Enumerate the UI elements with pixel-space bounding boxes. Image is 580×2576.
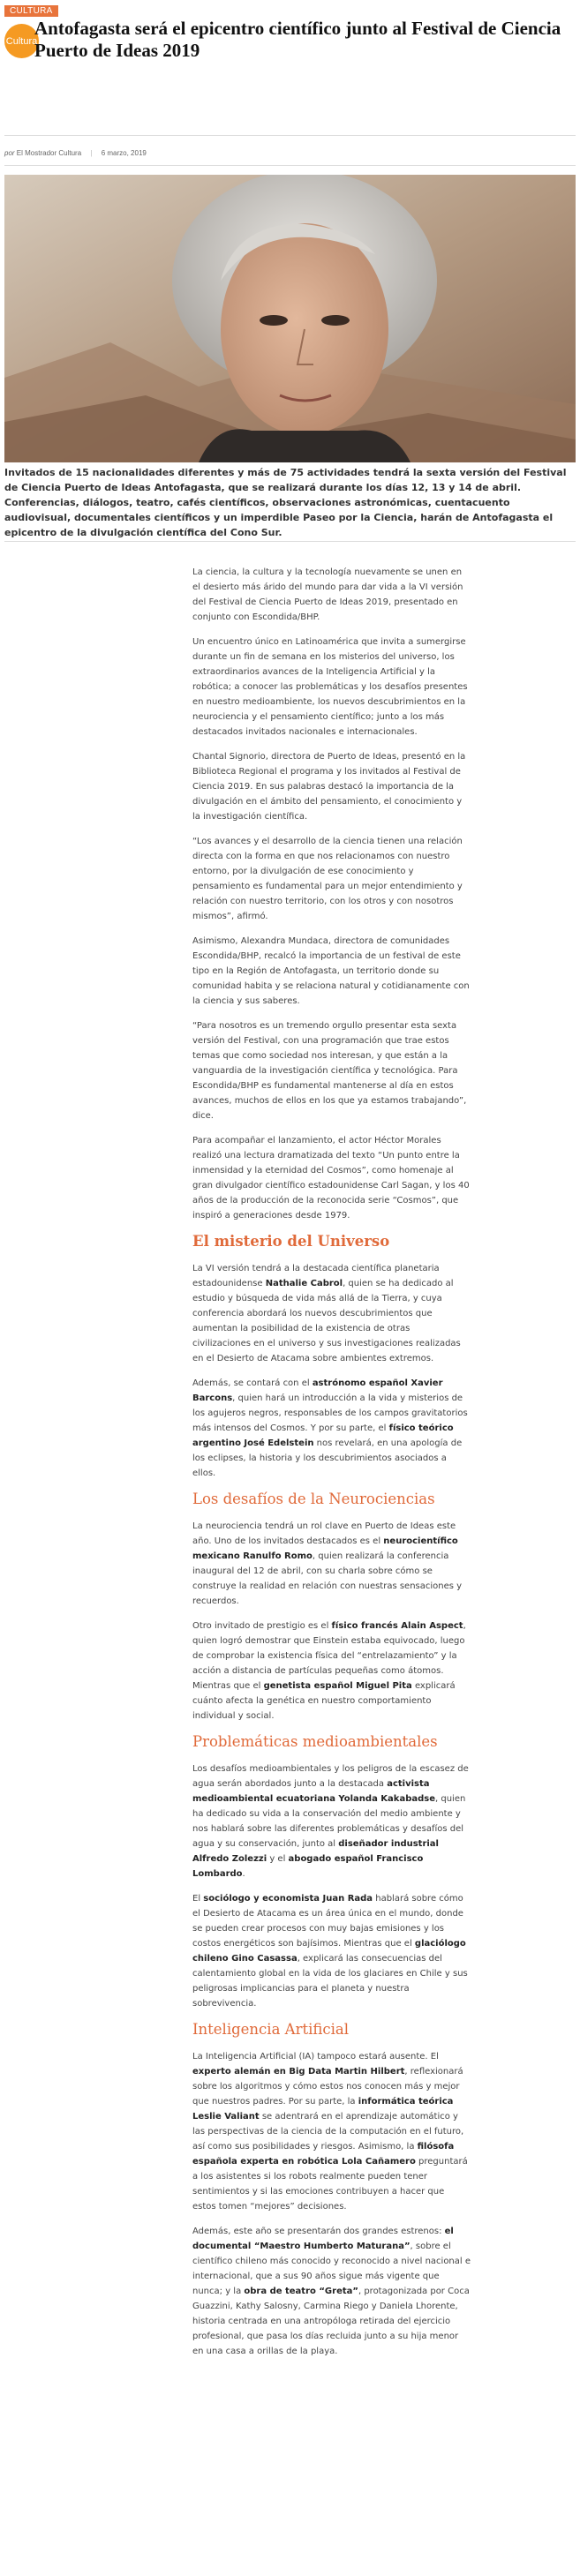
divider <box>4 165 576 166</box>
paragraph <box>192 2049 471 2214</box>
paragraph: La ciencia, la cultura y la tecnología nuevamente se unen en el desierto más árido del mundo para dar vida a la VI versión del Festival de Ciencia Puerto de Ideas 2019, presentado en conjunto con Escondida/BHP. <box>192 567 463 622</box>
paragraph <box>192 1519 471 1609</box>
bold-name: filósofa española experta en robótica Lola Cañamero <box>192 2142 455 2167</box>
text-span: y el <box>267 1854 289 1864</box>
bold-name: abogado español Francisco Lombardo <box>192 1854 424 1879</box>
bold-name: Nathalie Cabrol <box>265 1279 343 1288</box>
text-span: La Inteligencia Artificial (IA) tampoco estará ausente. El <box>192 2052 439 2062</box>
paragraph <box>192 1891 471 2011</box>
paragraph <box>192 1618 471 1724</box>
text-span: , sobre el científico chileno más conocido y reconocido a nivel nacional e internacional, que a sus 90 años sigue más vigente que nunca; y la <box>192 2242 471 2296</box>
category-badge[interactable]: Cultura <box>4 24 39 58</box>
text-span: La neurociencia tendrá un rol clave en Puerto de Ideas este año. Uno de los invitados destacados es el <box>192 1521 456 1546</box>
bold-name: glaciólogo chileno Gino Casassa <box>192 1939 466 1964</box>
text-span: , explicará las consecuencias del calentamiento global en la vida de los glaciares en Chile y sus peligrosas implicancias para el planeta y nuestra sobrevivencia. <box>192 1954 468 2009</box>
text-span: nos revelará, en una apología de los eclipses, la historia y los descubrimientos asociados a ellos. <box>192 1438 463 1478</box>
section-heading: Los desafíos de la Neurociencias <box>192 1491 435 1507</box>
text-span: La VI versión tendrá a la destacada científica planetaria estadounidense <box>192 1264 440 1288</box>
text-span: preguntará a los asistentes si los robots realmente pueden tener sentimientos y si las emociones contribuyen a hacer que estos tomen “mejores” decisiones. <box>192 2157 468 2212</box>
text-span: se adentrará en el aprendizaje automático y las perspectivas de la ciencia de la computación en el futuro, así como sus posibilidades y riesgos. Asimismo, la <box>192 2112 464 2152</box>
bold-name: diseñador industrial Alfredo Zolezzi <box>192 1839 439 1864</box>
paragraph <box>192 1761 471 1881</box>
article-body <box>192 565 471 2369</box>
text-span: , quien realizará la conferencia inaugural del 12 de abril, con su charla sobre cómo se construye la realidad en relación con nuestras sensaciones y recuerdos. <box>192 1551 463 1606</box>
paragraph: “Los avances y el desarrollo de la ciencia tienen una relación directa con la forma en que nos relacionamos con nuestro entorno, por la divulgación de ese conocimiento y pensamiento es fundamental para un mejor entendimiento y relación con nuestro territorio, con los otros y con nosotros mismos”, afirmó. <box>192 837 463 921</box>
text-span: , quien ha dedicado su vida a la conservación del medio ambiente y nos hablará sobre las diferentes problemáticas y desafíos del agua y su conservación, junto al <box>192 1794 466 1849</box>
section-heading: El misterio del Universo <box>192 1233 390 1250</box>
paragraph <box>192 1376 471 1481</box>
text-span: , quien se ha dedicado al estudio y búsqueda de vida más allá de la Tierra, y cuya conferencia abordará los nuevos descubrimientos que aumentan la posibilidad de la existencia de otras civilizaciones en el universo y sus investigaciones realizadas en el Desierto de Atacama sobre ambientes extremos. <box>192 1279 461 1363</box>
paragraph: Para acompañar el lanzamiento, el actor Héctor Morales realizó una lectura dramatizada del texto “Un punto entre la inmensidad y la eternidad del Cosmos”, como homenaje al gran divulgador científico estadounidense Carl Sagan, y los 40 años de la producción de la reconocida serie “Cosmos”, que inspiró a generaciones desde 1979. <box>192 1136 470 1220</box>
paragraph: Asimismo, Alexandra Mundaca, directora de comunidades Escondida/BHP, recalcó la importancia de un festival de este tipo en la Región de Antofagasta, un territorio donde su comunidad habita y se relaciona natural y cotidianamente con la ciencia y sus saberes. <box>192 936 470 1006</box>
bold-name: genetista español Miguel Pita <box>263 1681 412 1691</box>
bold-name: sociólogo y economista Juan Rada <box>203 1894 373 1904</box>
bold-name: el documental “Maestro Humberto Maturana” <box>192 2227 454 2251</box>
paragraph: Un encuentro único en Latinoamérica que invita a sumergirse durante un fin de semana en los misterios del universo, los extraordinarios avances de la Inteligencia Artificial y la robótica; a conocer las problemáticas y los desafíos presentes en nuestro medioambiente, los nuevos descubrimientos en la neurociencia y el pensamiento científico; junto a los más destacados invitados nacionales e internacionales. <box>192 637 468 737</box>
hero-image <box>4 175 576 462</box>
text-span: , quien hará un introducción a la vida y misterios de los agujeros negros, responsables de los campos gravitatorios más intensos del Cosmos. Y por su parte, el <box>192 1393 468 1433</box>
bold-name: activista medioambiental ecuatoriana Yolanda Kakabadse <box>192 1779 436 1804</box>
bold-name: informática teórica Leslie Valiant <box>192 2097 454 2122</box>
publish-date: 6 marzo, 2019 <box>101 149 147 157</box>
article-title: Antofagasta será el epicentro científico junto al Festival de Ciencia Puerto de Ideas 2019 <box>34 18 561 61</box>
bold-name: neurocientífico mexicano Ranulfo Romo <box>192 1536 458 1561</box>
category-tag[interactable]: CULTURA <box>4 5 58 17</box>
image-caption: Invitados de 15 nacionalidades diferentes y más de 75 actividades tendrá la sexta versión del Festival de Ciencia Puerto de Ideas Antofagasta, que se realizará durante los días 12, 13 y 14 de abril. Conferencias, diálogos, teatro, cafés científicos, observaciones astronómicas, cuentacuento audiovisual, documentales científicos y un imperdible Paseo por la Ciencia, harán de Antofagasta el epicentro de la divulgación científica del Cono Sur. <box>4 467 567 538</box>
byline-prefix: por <box>4 149 15 157</box>
byline <box>4 149 147 157</box>
text-span: Además, se contará con el <box>192 1378 313 1388</box>
bold-name: experto alemán en Big Data Martin Hilbert <box>192 2067 405 2077</box>
paragraph: Chantal Signorio, directora de Puerto de Ideas, presentó en la Biblioteca Regional el programa y los invitados al Festival de Ciencia 2019. En sus palabras destacó la importancia de la divulgación en el ámbito del pensamiento, el conocimiento y la investigación científica. <box>192 752 466 822</box>
text-span: Los desafíos medioambientales y los peligros de la escasez de agua serán abordados junto a la destacada <box>192 1764 469 1789</box>
text-span: . <box>242 1869 245 1879</box>
author-link[interactable]: El Mostrador Cultura <box>16 149 82 157</box>
text-span: Otro invitado de prestigio es el <box>192 1621 332 1631</box>
bold-name: físico francés Alain Aspect <box>331 1621 463 1631</box>
paragraph <box>192 2224 471 2359</box>
paragraph <box>192 1261 471 1366</box>
text-span: , protagonizada por Coca Guazzini, Kathy Salosny, Carmina Riego y Daniela Lhorente, historia centrada en una antropóloga retirada del ejercicio profesional, que pasa los días recluida junto a su hija menor en una casa a orillas de la playa. <box>192 2287 470 2356</box>
text-span: , reflexionará sobre los algoritmos y cómo estos nos conocen más y mejor que nuestros padres. Por su parte, la <box>192 2067 463 2107</box>
byline-separator: | <box>90 149 93 157</box>
divider <box>4 541 576 542</box>
bold-name: astrónomo español Xavier Barcons <box>192 1378 443 1403</box>
text-span: explicará cuánto afecta la genética en nuestro comportamiento individual y social. <box>192 1681 456 1721</box>
section-heading: Inteligencia Artificial <box>192 2021 349 2038</box>
text-span: , quien logró demostrar que Einstein estaba equivocado, luego de comprobar la existencia física del “entrelazamiento” y la acción a distancia de partículas pequeñas como átomos. Mientras que el <box>192 1621 466 1691</box>
text-span: El <box>192 1894 204 1904</box>
paragraph: “Para nosotros es un tremendo orgullo presentar esta sexta versión del Festival, con una programación que trae estos temas que como sociedad nos interesan, y que están a la vanguardia de la investigación científica y tecnológica. Para Escondida/BHP es fundamental mantenerse al día en estos avances, muchos de ellos en los que ya estamos trabajando”, dice. <box>192 1021 467 1121</box>
bold-name: físico teórico argentino José Edelstein <box>192 1423 454 1448</box>
divider <box>4 135 576 136</box>
text-span: hablará sobre cómo el Desierto de Atacama es un área única en el mundo, donde se pueden crear procesos con muy bajas emisiones y los costos energéticos son bajísimos. Mientras que el <box>192 1894 463 1949</box>
bold-name: obra de teatro “Greta” <box>244 2287 358 2296</box>
text-span: Además, este año se presentarán dos grandes estrenos: <box>192 2227 445 2236</box>
section-heading: Problemáticas medioambientales <box>192 1733 438 1750</box>
